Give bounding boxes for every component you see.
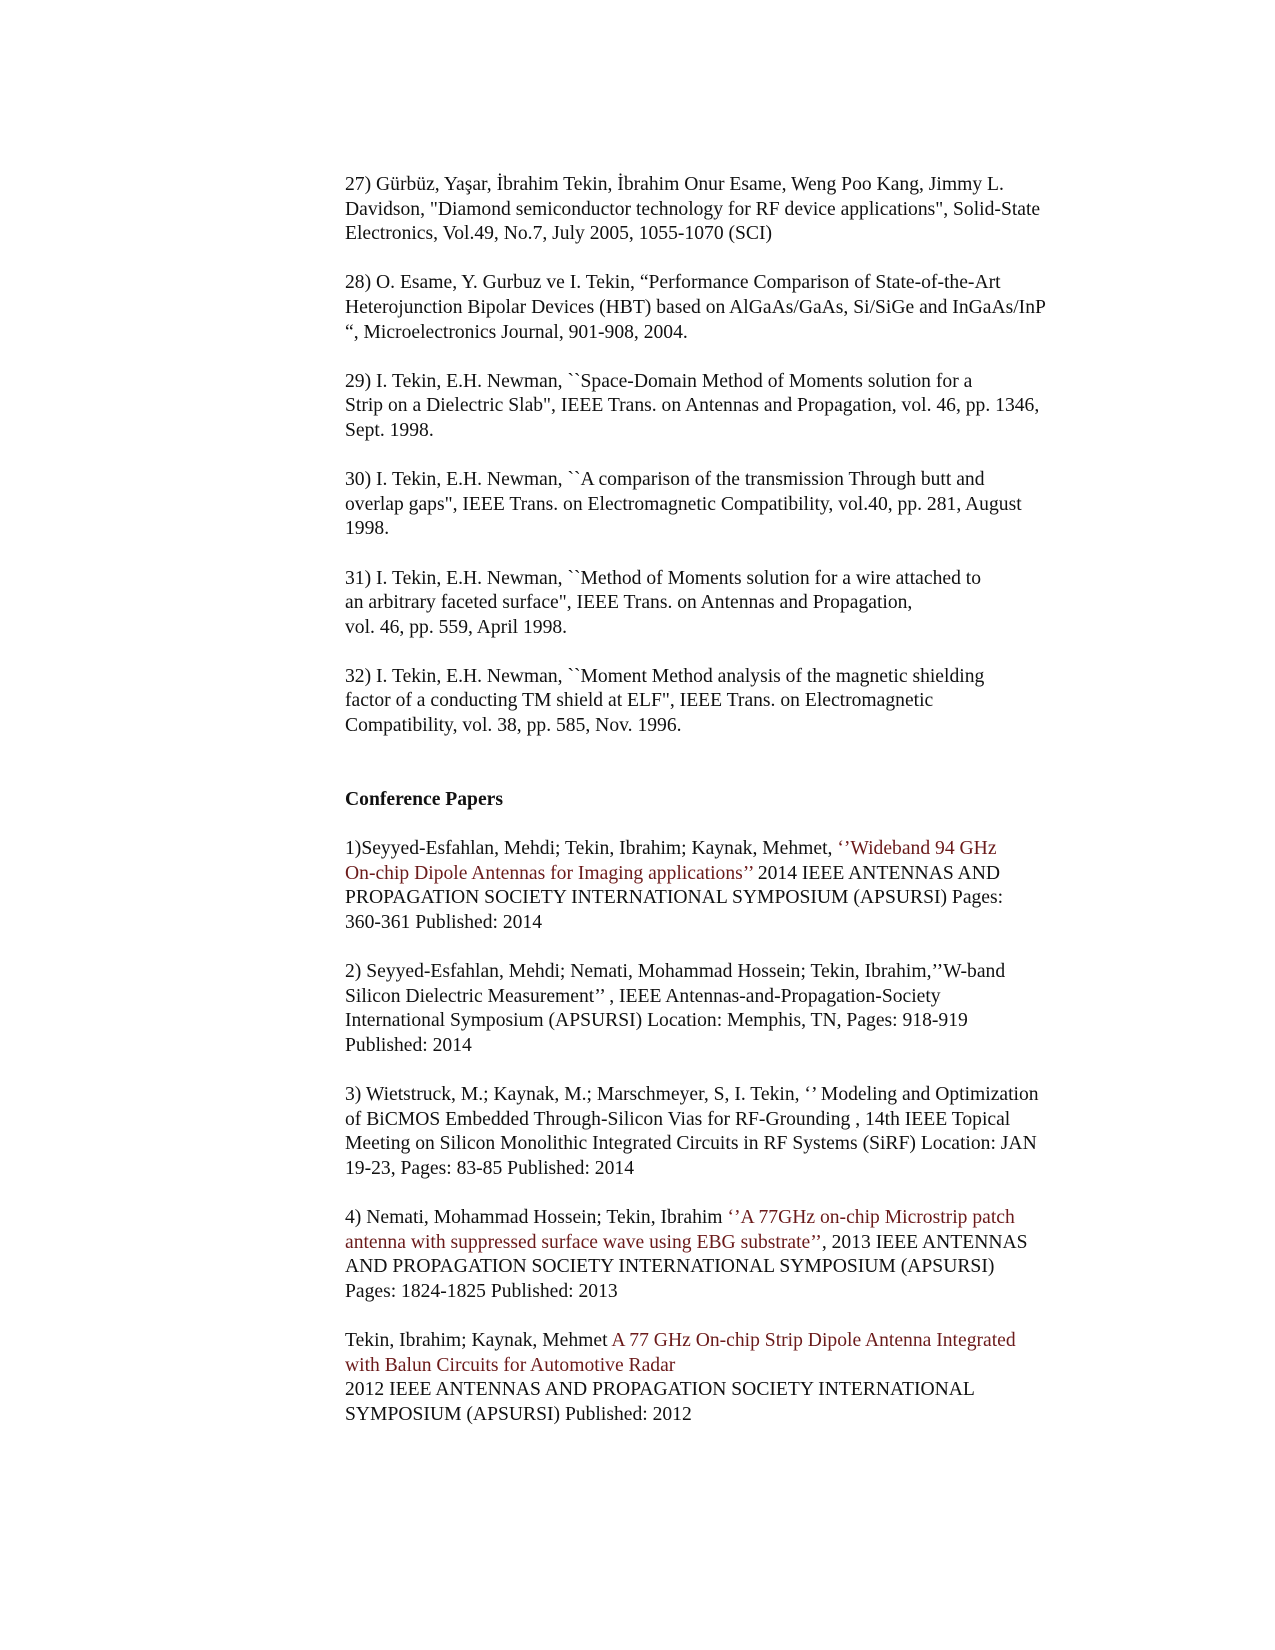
paper-title: A 77 GHz On-chip Strip Dipole Antenna Integrated xyxy=(611,1329,1016,1351)
reference-line: 32) I. Tekin, E.H. Newman, ``Moment Method analysis of the magnetic shielding xyxy=(345,665,985,687)
reference-authors: Tekin, Ibrahim; Kaynak, Mehmet xyxy=(345,1329,612,1351)
reference-line: International Symposium (APSURSI) Location: Memphis, TN, Pages: 918-919 xyxy=(345,1010,968,1032)
reference-30 xyxy=(345,468,1105,542)
reference-line: 30) I. Tekin, E.H. Newman, ``A comparison of the transmission Through butt and xyxy=(345,469,985,491)
reference-line: of BiCMOS Embedded Through-Silicon Vias for RF-Grounding , 14th IEEE Topical xyxy=(345,1108,1011,1130)
reference-line: SYMPOSIUM (APSURSI) Published: 2012 xyxy=(345,1403,692,1425)
reference-line: Compatibility, vol. 38, pp. 585, Nov. 1996. xyxy=(345,715,682,737)
reference-venue: 2014 IEEE ANTENNAS AND xyxy=(752,862,1001,884)
reference-line: “, Microelectronics Journal, 901-908, 2004. xyxy=(345,321,688,343)
reference-authors: 4) Nemati, Mohammad Hossein; Tekin, Ibrahim xyxy=(345,1206,728,1228)
reference-line: factor of a conducting TM shield at ELF", IEEE Trans. on Electromagnetic xyxy=(345,690,934,712)
reference-line: AND PROPAGATION SOCIETY INTERNATIONAL SYMPOSIUM (APSURSI) xyxy=(345,1256,995,1278)
reference-27 xyxy=(345,173,1105,247)
reference-line: 27) Gürbüz, Yaşar, İbrahim Tekin, İbrahim Onur Esame, Weng Poo Kang, Jimmy L. xyxy=(345,174,1004,195)
reference-line: Published: 2014 xyxy=(345,1034,472,1056)
conference-paper-5 xyxy=(345,1329,1105,1427)
reference-line xyxy=(345,1329,1105,1354)
conference-paper-4 xyxy=(345,1206,1105,1304)
reference-line: overlap gaps", IEEE Trans. on Electromagnetic Compatibility, vol.40, pp. 281, August xyxy=(345,493,1022,515)
reference-line: 19-23, Pages: 83-85 Published: 2014 xyxy=(345,1157,634,1179)
reference-line: Meeting on Silicon Monolithic Integrated Circuits in RF Systems (SiRF) Location: JAN xyxy=(345,1133,1037,1155)
paper-title: ‘’A 77GHz on-chip Microstrip patch xyxy=(727,1206,1015,1228)
reference-line: 2012 IEEE ANTENNAS AND PROPAGATION SOCIETY INTERNATIONAL xyxy=(345,1379,975,1401)
reference-32 xyxy=(345,665,1105,739)
reference-line xyxy=(345,862,1105,887)
reference-line: vol. 46, pp. 559, April 1998. xyxy=(345,616,568,638)
reference-line: Silicon Dielectric Measurement’’ , IEEE Antennas-and-Propagation-Society xyxy=(345,985,941,1007)
reference-line: 1998. xyxy=(345,518,390,540)
conference-paper-1 xyxy=(345,837,1105,935)
document-page xyxy=(345,173,1105,1427)
reference-29 xyxy=(345,370,1105,444)
reference-line: PROPAGATION SOCIETY INTERNATIONAL SYMPOSIUM (APSURSI) Pages: xyxy=(345,887,1004,909)
reference-line: an arbitrary faceted surface", IEEE Trans. on Antennas and Propagation, xyxy=(345,592,913,614)
reference-line xyxy=(345,1231,1105,1256)
conference-paper-2 xyxy=(345,960,1105,1058)
reference-31 xyxy=(345,567,1105,641)
paper-title: with Balun Circuits for Automotive Radar xyxy=(345,1354,676,1376)
conference-papers-heading: Conference Papers xyxy=(345,788,503,810)
reference-line: 3) Wietstruck, M.; Kaynak, M.; Marschmeyer, S, I. Tekin, ‘’ Modeling and Optimization xyxy=(345,1083,1039,1105)
reference-line: Sept. 1998. xyxy=(345,419,434,441)
reference-authors: 1)Seyyed-Esfahlan, Mehdi; Tekin, Ibrahim; Kaynak, Mehmet, xyxy=(345,838,838,860)
reference-28 xyxy=(345,271,1105,345)
reference-line xyxy=(345,837,1105,862)
reference-line: Electronics, Vol.49, No.7, July 2005, 1055-1070 (SCI) xyxy=(345,223,773,245)
reference-line: Davidson, "Diamond semiconductor technology for RF device applications", Solid-State xyxy=(345,198,1041,220)
conference-paper-3 xyxy=(345,1083,1105,1181)
reference-line xyxy=(345,1206,1105,1231)
reference-line: 31) I. Tekin, E.H. Newman, ``Method of Moments solution for a wire attached to xyxy=(345,567,982,589)
reference-line: 360-361 Published: 2014 xyxy=(345,911,543,933)
reference-line: 28) O. Esame, Y. Gurbuz ve I. Tekin, “Performance Comparison of State-of-the-Art xyxy=(345,272,1001,294)
reference-line: Pages: 1824-1825 Published: 2013 xyxy=(345,1280,618,1302)
paper-title: ‘’Wideband 94 GHz xyxy=(837,838,997,860)
reference-line: 2) Seyyed-Esfahlan, Mehdi; Nemati, Mohammad Hossein; Tekin, Ibrahim,’’W-band xyxy=(345,961,1006,982)
paper-title: antenna with suppressed surface wave using EBG substrate’’ xyxy=(345,1231,822,1253)
reference-venue: , 2013 IEEE ANTENNAS xyxy=(821,1231,1028,1253)
reference-line: 29) I. Tekin, E.H. Newman, ``Space-Domain Method of Moments solution for a xyxy=(345,370,973,392)
paper-title: On-chip Dipole Antennas for Imaging applications’’ xyxy=(345,862,753,884)
reference-line: Heterojunction Bipolar Devices (HBT) based on AlGaAs/GaAs, Si/SiGe and InGaAs/InP xyxy=(345,296,1046,318)
reference-line: Strip on a Dielectric Slab", IEEE Trans. on Antennas and Propagation, vol. 46, pp. 1346, xyxy=(345,395,1040,417)
